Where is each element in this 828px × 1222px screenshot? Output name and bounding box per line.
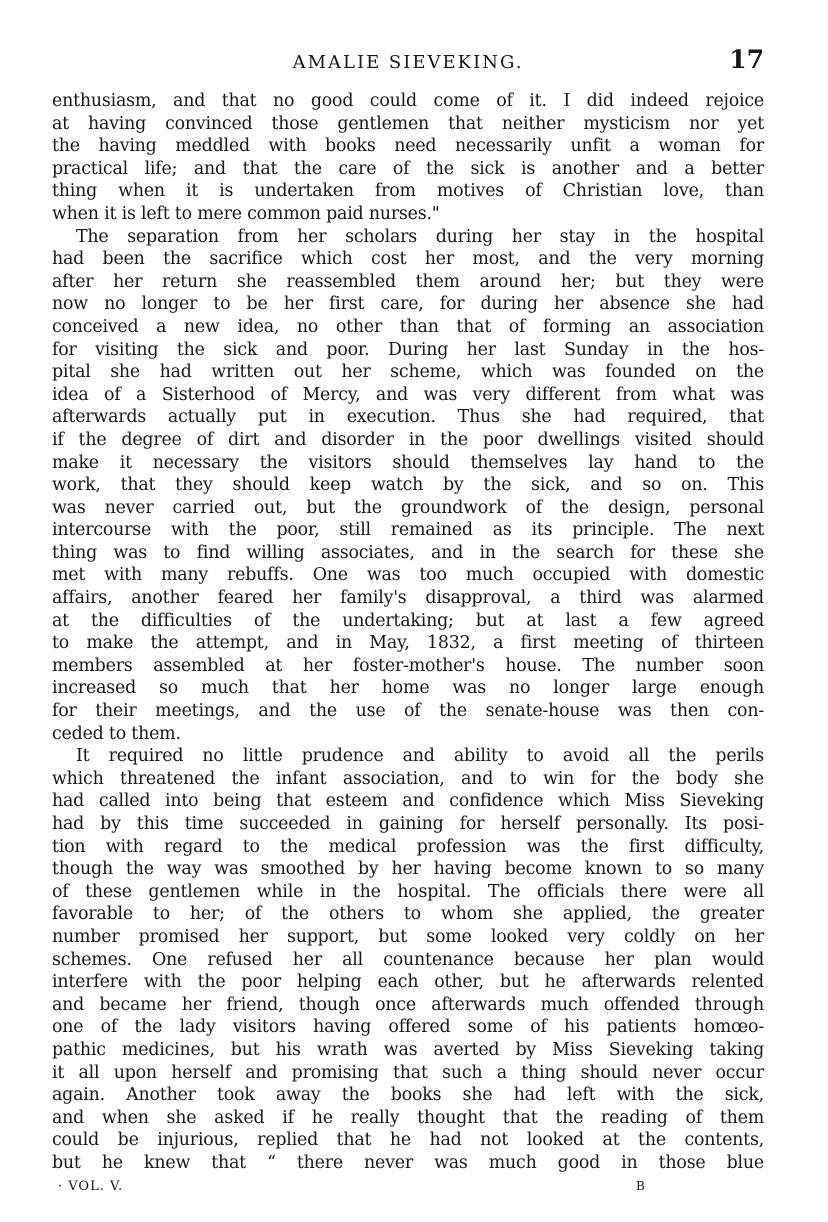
text-line: to make the attempt, and in May, 1832, a first meeting of thirteen — [52, 633, 764, 654]
text-line: and when she asked if he really thought that the reading of them — [52, 1107, 764, 1128]
text-line: had called into being that esteem and confidence which Miss Sieveking — [52, 791, 764, 812]
page-number: 17 — [729, 45, 764, 74]
text-line: enthusiasm, and that no good could come of it. I did indeed rejoice — [52, 91, 764, 111]
text-line: could be injurious, replied that he had not looked at the contents, — [52, 1130, 764, 1151]
text-line: the having meddled with books need necessarily unfit a woman for — [52, 136, 764, 157]
text-line: work, that they should keep watch by the sick, and so on. This — [52, 475, 764, 496]
text-line: for visiting the sick and poor. During her last Sunday in the hos- — [52, 339, 764, 360]
text-line: had by this time succeeded in gaining for herself personally. Its posi- — [52, 814, 764, 834]
signature-mark: B — [636, 1178, 646, 1193]
text-line: had been the sacrifice which cost her most, and the very morning — [52, 249, 764, 270]
volume-marker: · VOL. V. — [58, 1178, 124, 1194]
page-footer — [52, 1177, 764, 1201]
text-line: The separation from her scholars during her stay in the hospital — [76, 226, 764, 247]
text-line: was never carried out, but the groundwork of the design, personal — [52, 497, 764, 518]
text-line: now no longer to be her first care, for during her absence she had — [52, 294, 764, 315]
text-line: make it necessary the visitors should themselves lay hand to the — [52, 452, 764, 473]
text-line: favorable to her; of the others to whom she applied, the greater — [52, 904, 764, 925]
text-line: but he knew that “ there never was much good in those blue — [52, 1152, 764, 1173]
text-line: though the way was smoothed by her having become known to so many — [52, 859, 764, 880]
text-line: after her return she reassembled them around her; but they were — [52, 271, 764, 292]
running-head — [52, 40, 764, 90]
text-line: tion with regard to the medical profession was the first difficulty, — [52, 836, 764, 857]
text-line: conceived a new idea, no other than that of forming an association — [52, 316, 764, 337]
text-line: It required no little prudence and ability to avoid all the perils — [76, 746, 764, 767]
text-line: one of the lady visitors having offered some of his patients homœo- — [52, 1017, 764, 1038]
text-line: intercourse with the poor, still remained as its principle. The next — [52, 520, 764, 541]
text-line: affairs, another feared her family's disapproval, a third was alarmed — [52, 588, 764, 609]
text-line: thing when it is undertaken from motives of Christian love, than — [52, 181, 764, 202]
text-line: schemes. One refused her all countenance because her plan would — [52, 949, 764, 970]
text-line: pital she had written out her scheme, which was founded on the — [52, 362, 764, 383]
running-head-title: AMALIE SIEVEKING. — [292, 52, 524, 73]
text-line: for their meetings, and the use of the senate-house was then con- — [52, 701, 764, 722]
text-line: again. Another took away the books she had left with the sick, — [52, 1085, 764, 1106]
body-text — [52, 90, 764, 1175]
text-line: and became her friend, though once afterwards much offended through — [52, 994, 764, 1015]
text-line: which threatened the infant association, and to win for the body she — [52, 768, 764, 789]
text-line: interfere with the poor helping each other, but he afterwards relented — [52, 972, 764, 993]
text-line: increased so much that her home was no longer large enough — [52, 678, 764, 699]
text-line: thing was to find willing associates, and in the search for these she — [52, 542, 764, 563]
text-line: at the difficulties of the undertaking; but at last a few agreed — [52, 610, 764, 631]
text-line: number promised her support, but some looked very coldly on her — [52, 926, 764, 947]
book-page — [52, 40, 764, 1202]
text-line: at having convinced those gentlemen that neither mysticism nor yet — [52, 113, 764, 134]
text-line: of these gentlemen while in the hospital. The officials there were all — [52, 881, 764, 902]
text-line: when it is left to mere common paid nurses." — [52, 203, 440, 224]
text-line: idea of a Sisterhood of Mercy, and was very different from what was — [52, 384, 764, 405]
text-line: afterwards actually put in execution. Thus she had required, that — [52, 407, 764, 428]
text-line: practical life; and that the care of the sick is another and a better — [52, 158, 764, 179]
text-line: members assembled at her foster-mother's house. The number soon — [52, 655, 764, 676]
text-line: met with many rebuffs. One was too much occupied with domestic — [52, 565, 764, 586]
text-line: ceded to them. — [52, 723, 181, 744]
text-line: if the degree of dirt and disorder in the poor dwellings visited should — [52, 429, 764, 450]
text-line: pathic medicines, but his wrath was averted by Miss Sieveking taking — [52, 1039, 764, 1060]
text-line: it all upon herself and promising that such a thing should never occur — [52, 1062, 764, 1083]
